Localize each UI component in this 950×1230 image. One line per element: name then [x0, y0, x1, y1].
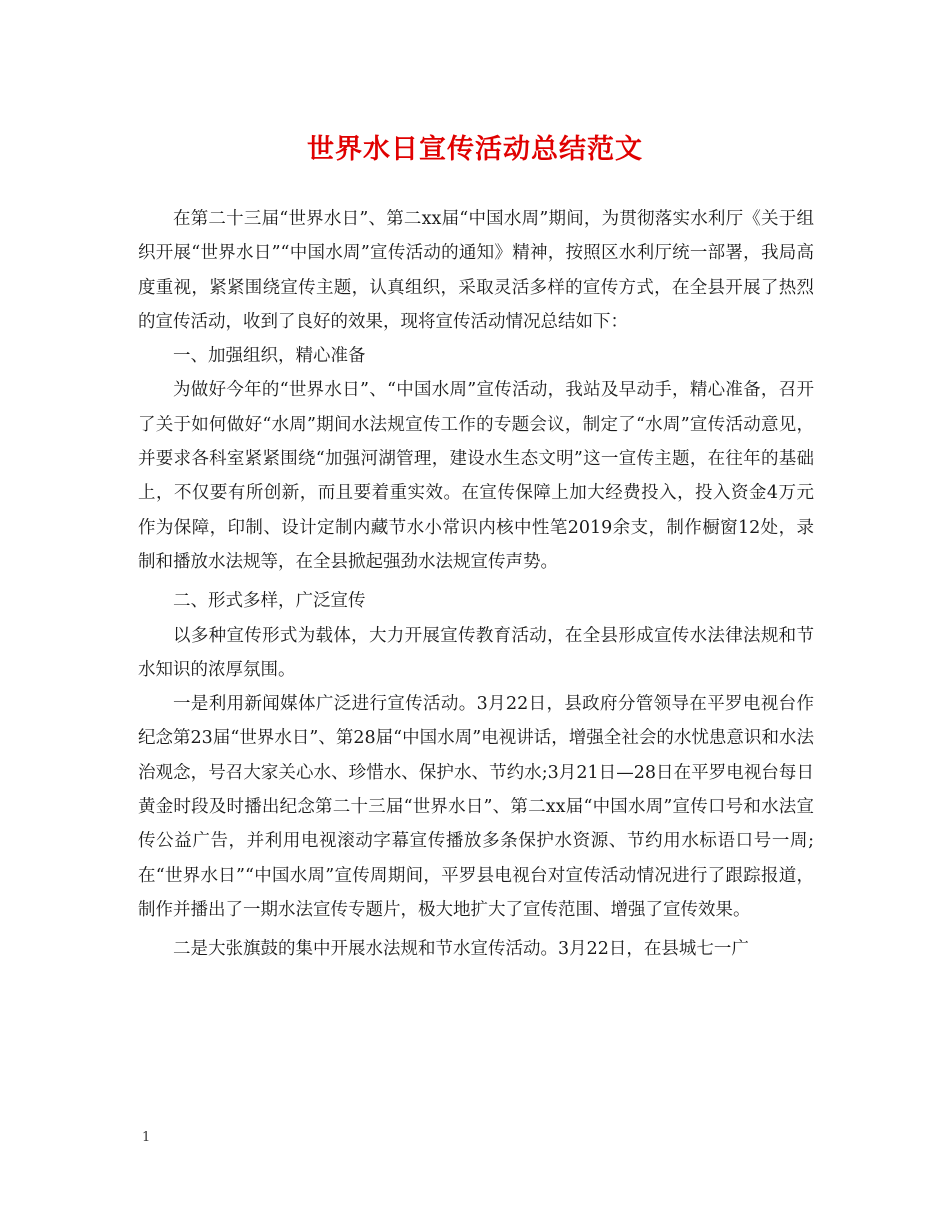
section-heading-2: 二、形式多样，广泛宣传: [173, 591, 366, 612]
section-heading-1: 一、加强组织，精心准备: [173, 346, 366, 367]
paragraph-centralized-publicity: 二是大张旗鼓的集中开展水法规和节水宣传活动。3月22日，在县城七一广: [173, 939, 749, 960]
paragraph-section-2-intro: 以多种宣传形式为载体，大力开展宣传教育活动，在全县形成宣传水法律法规和节水知识的浓厚氛围。: [138, 625, 814, 680]
document-body: [138, 202, 814, 967]
page-number: 1: [142, 1130, 151, 1145]
paragraph-media-publicity: 一是利用新闻媒体广泛进行宣传活动。3月22日，县政府分管领导在平罗电视台作纪念第23届“世界水日”、第28届“中国水周”电视讲话，增强全社会的水忧患意识和水法治观念，号召大家关心水、珍惜水、保护水、节约水;3月21日—28日在平罗电视台每日黄金时段及时播出纪念第二十三届“世界水日”、第二xx届“中国水周”宣传口号和水法宣传公益广告，并利用电视滚动字幕宣传播放多条保护水资源、节约用水标语口号一周;在“世界水日”“中国水周”宣传周期间，平罗县电视台对宣传活动情况进行了跟踪报道，制作并播出了一期水法宣传专题片，极大地扩大了宣传范围、增强了宣传效果。: [138, 694, 814, 920]
paragraph-section-1: 为做好今年的“世界水日”、“中国水周”宣传活动，我站及早动手，精心准备，召开了关于如何做好“水周”期间水法规宣传工作的专题会议，制定了“水周”宣传活动意见，并要求各科室紧紧围绕“加强河湖管理，建设水生态文明”这一宣传主题，在往年的基础上，不仅要有所创新，而且要着重实效。在宣传保障上加大经费投入，投入资金4万元作为保障，印制、设计定制内藏节水小常识内核中性笔2019余支，制作橱窗12处，录制和播放水法规等，在全县掀起强劲水法规宣传声势。: [138, 380, 814, 572]
paragraph-intro: 在第二十三届“世界水日”、第二xx届“中国水周”期间，为贯彻落实水利厅《关于组织开展“世界水日”“中国水周”宣传活动的通知》精神，按照区水利厅统一部署，我局高度重视，紧紧围绕宣传主题，认真组织，采取灵活多样的宣传方式，在全县开展了热烈的宣传活动，收到了良好的效果，现将宣传活动情况总结如下：: [138, 209, 814, 332]
document-title: 世界水日宣传活动总结范文: [307, 134, 643, 165]
